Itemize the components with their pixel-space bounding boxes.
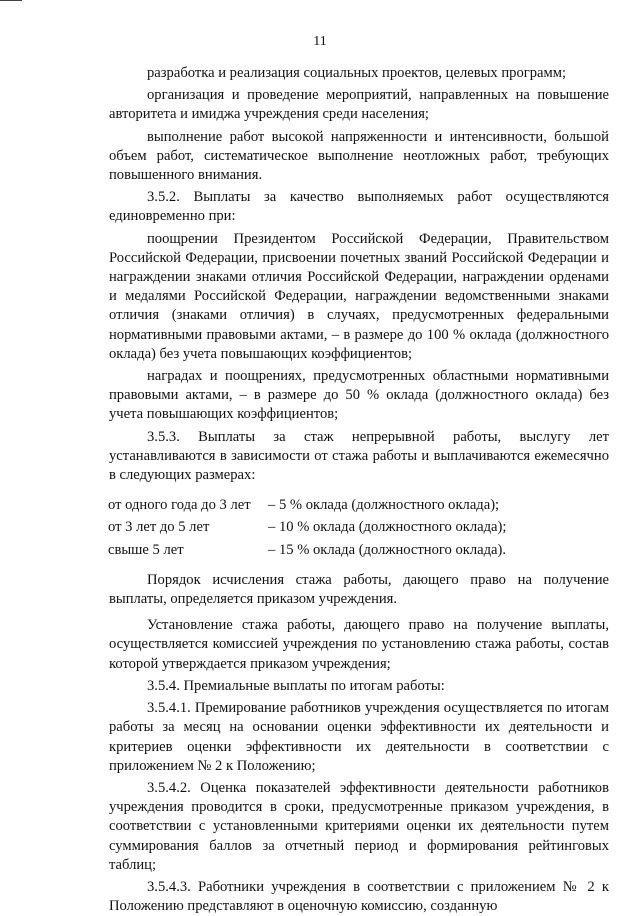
rate-label: от одного года до 3 лет <box>108 497 251 514</box>
paragraph: 3.5.4.1. Премирование работников учреждения осуществляется по итогам работы за месяц на основании оценки эффективности их деятельности и критериев оценки эффективности их деятельности в соответствии с приложением № 2 к Положению; <box>109 700 609 774</box>
rate-row <box>108 496 609 515</box>
paragraph: Установление стажа работы, дающего право на получение выплаты, осуществляется комиссией учреждения по установлению стажа работы, состав которой утверждается приказом учреждения; <box>109 617 609 672</box>
paragraph: наградах и поощрениях, предусмотренных областными нормативными правовыми актами, – в размере до 50 % оклада (должностного оклада) без учета повышающих коэффициентов; <box>109 368 609 423</box>
paragraph: 3.5.4.2. Оценка показателей эффективности деятельности работников учреждения проводится в сроки, предусмотренные приказом учреждения, в соответствии с установленными критериями оценки их деятельности путем суммирования баллов за отчетный период и формирования рейтинговых таблиц; <box>109 779 609 873</box>
rates-list <box>108 496 609 560</box>
rate-label: от 3 лет до 5 лет <box>108 519 210 536</box>
page-number: 11 <box>313 34 327 49</box>
rate-label: свыше 5 лет <box>108 541 184 558</box>
rate-value: – 15 % оклада (должностного оклада). <box>268 541 507 558</box>
document-body <box>109 64 609 916</box>
paragraph: поощрении Президентом Российской Федерации, Правительством Российской Федерации, присвоении почетных званий Российской Федерации и награждении знаками отличия Российской Федерации, награждении орденами и медалями Российской Федерации, награждении ведомственными знаками отличия (знаками отличия) в случаях, предусмотренных федеральными нормативными правовыми актами, – в размере до 100 % оклада (должностного оклада) без учета повышающих коэффициентов; <box>109 230 609 362</box>
rate-value: – 10 % оклада (должностного оклада); <box>268 519 507 536</box>
paragraph: выполнение работ высокой напряженности и интенсивности, большой объем работ, систематическое выполнение неотложных работ, требующих повышенного внимания. <box>109 128 609 184</box>
paragraph: разработка и реализация социальных проектов, целевых программ; <box>147 65 567 81</box>
paragraph: организация и проведение мероприятий, направленных на повышение авторитета и имиджа учреждения среди населения; <box>109 87 609 123</box>
rate-row <box>108 541 609 560</box>
paragraph: 3.5.4. Премиальные выплаты по итогам работы: <box>147 677 445 694</box>
paragraph: 3.5.2. Выплаты за качество выполняемых работ осуществляются единовременно при: <box>109 189 609 225</box>
rate-row <box>108 518 609 537</box>
paragraph: 3.5.3. Выплаты за стаж непрерывной работы, выслугу лет устанавливаются в зависимости от стажа работы и выплачиваются ежемесячно в следующих размерах: <box>109 428 609 484</box>
rate-value: – 5 % оклада (должностного оклада); <box>268 497 500 514</box>
scan-edge-mark <box>0 0 22 1</box>
paragraph: Порядок исчисления стажа работы, дающего право на получение выплаты, определяется приказом учреждения. <box>109 571 609 608</box>
paragraph: 3.5.4.3. Работники учреждения в соответствии с приложением № 2 к Положению представляют в оценочную комиссию, созданную <box>109 878 609 915</box>
